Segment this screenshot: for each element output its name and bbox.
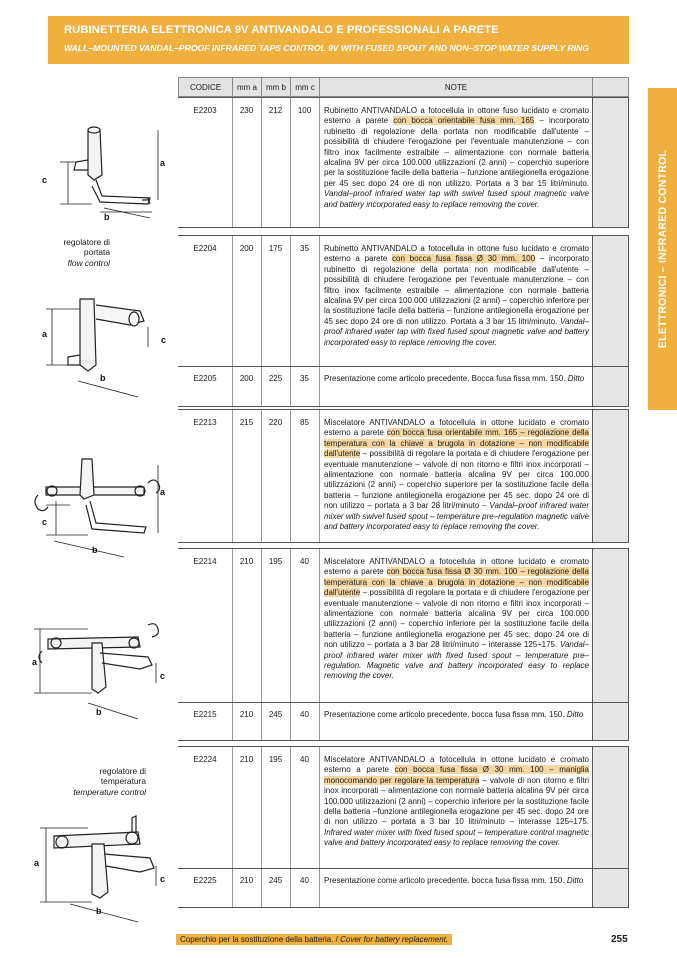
dim-label-b: b [100,373,106,383]
product-block-2 [178,235,629,407]
product-code: E2214 [193,557,217,566]
product-code: E2213 [193,418,217,427]
col-header-blank [592,77,629,97]
tap-drawing-fixed [30,285,175,400]
page-title: RUBINETTERIA ELETTRONICA 9V ANTIVANDALO E PROFESSIONALI A PARETE [64,24,499,36]
dim-a-value: 210 [239,710,254,719]
dim-label-a: a [160,158,166,168]
dim-label-c: c [161,335,167,345]
product-note: Rubinetto ANTIVANDALO a fotocellula in ottone fuso lucidato e cromato esterno a parete con bocca fusa fissa Ø 30 mm. 100 – incorporato rubinetto di regolazione della portata non modificabile dall'utente – possibilità di chiudere l'erogazione per l'eventuale manutenzione – con filtro inox facilmente estraibile – alimentazione con normale batteria alcalina 9V per circa 100.000 utilizzazioni (2 anni) – coperchio inferiore per la sostituzione facile della batteria – funzione antilegionella erogazione per 45 sec dopo 24 ore di non utilizzo. Portata a 3 bar 15 litri/minuto. Vandal–proof infrared water tap with fixed fused spout magnetic valve and battery incorporated easy to replace removing the cover. [324,244,589,347]
temperature-control-caption: regolatore di temperatura temperature control [73,766,146,797]
dim-label-a: a [32,657,38,667]
page-number: 255 [611,934,628,945]
col-header-c: mm c [290,77,320,97]
table-row [178,410,629,544]
product-code: E2204 [193,244,217,253]
table-row [178,366,629,408]
dim-b-value: 225 [268,374,283,383]
dim-c-value: 40 [300,876,309,885]
mixer-drawing-temperature [28,812,175,930]
mixer-drawing-fixed [28,613,175,731]
dim-a-value: 215 [239,418,254,427]
table-row [178,747,629,868]
product-note: Rubinetto ANTIVANDALO a fotocellula in ottone fuso lucidato e cromato esterno a parete con bocca orientabile fusa mm. 165 – incorporato rubinetto di regolazione della portata non modificabile dall'utente – possibilità di chiudere l'erogazione per l'eventuale manutenzione – con filtro inox facilmente estraibile – alimentazione con normale batteria alcalina 9V per circa 100.000 utilizzazioni (2 anni) – coperchio superiore per la sostituzione facile della batteria – funzione antilegionella erogazione per 45 sec dopo 24 ore di non utilizzo. Portata a 3 bar 15 litri/minuto. Vandal–proof infrared water tap with swivel fused spout magnetic valve and battery incorporated easy to replace removing the cover. [324,106,590,209]
dim-c-value: 35 [300,244,309,253]
product-block-1 [178,97,629,228]
dim-b-value: 245 [268,876,283,885]
dim-b-value: 175 [268,244,283,253]
dim-label-c: c [160,671,166,681]
dim-a-value: 200 [239,374,254,383]
table-row [178,549,629,702]
product-block-3 [178,409,629,543]
product-note: Presentazione come articolo precedente. Bocca fusa fissa mm. 150. Ditto [324,374,585,383]
dim-b-value: 195 [268,755,283,764]
product-block-4 [178,548,629,741]
product-note: Miscelatore ANTIVANDALO a fotocellula in ottone lucidato e cromato esterno a parete con bocca fusa fissa Ø 30 mm. 100 – regolazione della temperatura con la chiave a brugola in dotazione – non modificabile dall'utente – possibilità di regolare la portata e di chiudere l'erogazione per eventuale manutenzione – valvole di non ritorno e filtri inox incorporati – alimentazione con normale batteria alcalina 9V per circa 100.000 utilizzazioni (2 anni) – coperchio inferiore per la sostituzione facile della batteria – funzione antilegionella erogazione per 45 sec. dopo 24 ore di non utilizzo – portata a 3 bar 28 litri/minuto – interasse 125÷175. Vandal–proof infrared water mixer with fixed fused spout – temperature pre–regulation. Magnetic valve and battery incorporated easy to replace removing the cover. [324,557,589,681]
product-code: E2224 [193,755,217,764]
dim-b-value: 212 [268,106,283,115]
dim-label-b: b [92,545,98,555]
dim-label-b: b [104,212,110,222]
dim-label-c: c [42,175,48,185]
dim-c-value: 40 [300,557,309,566]
dim-label-c: c [42,517,48,527]
mixer-drawing-swivel [28,445,175,563]
table-row [178,236,629,366]
flow-control-caption: regolatore di portata flow control [63,237,110,268]
dim-c-value: 35 [300,374,309,383]
dim-c-value: 40 [300,755,309,764]
section-side-tab [648,88,677,410]
product-note: Miscelatore ANTIVANDALO a fotocellula in ottone lucidato e cromato esterno a parete con bocca fusa orientabile mm. 165 – regolazione della temperatura con la chiave a brugola in dotazione – non modificabile dall'utente – possibilità di regolare la portata e di chiudere l'erogazione per eventuale manutenzione – valvole di non ritorno e filtri inox incorporati – alimentazione con normale batteria alcalina 9V per circa 100.000 utilizzazioni (2 anni) – coperchio superiore per la sostituzione facile della batteria – funzione antilegionella erogazione per 45 sec. dopo 24 ore di non utilizzo – portata a 3 bar 28 litri/minuto – Vandal–proof infrared water mixer with swivel fused spout – temperature pre–regulation magnetic valve and battery incorporated easy to replace removing the cover. [324,418,590,532]
table-row [178,868,629,909]
dim-a-value: 200 [239,244,254,253]
dim-label-a: a [34,858,40,868]
table-row [178,98,629,229]
dim-b-value: 195 [268,557,283,566]
product-block-5 [178,746,629,908]
page-header [48,16,629,64]
product-code: E2203 [193,106,217,115]
col-header-b: mm b [261,77,291,97]
dim-c-value: 100 [297,106,312,115]
section-side-tab-label: ELETTRONICI – INFRARED CONTROL [656,149,669,349]
col-header-code: CODICE [178,77,233,97]
col-header-note: NOTE [319,77,593,97]
col-header-a: mm a [232,77,262,97]
product-code: E2205 [193,374,217,383]
dim-a-value: 230 [239,106,254,115]
dim-label-b: b [96,906,102,916]
tap-drawing-swivel [30,100,175,225]
dim-c-value: 85 [300,418,309,427]
dim-b-value: 220 [268,418,283,427]
dim-label-b: b [96,707,102,717]
dim-c-value: 40 [300,710,309,719]
page-subtitle: WALL–MOUNTED VANDAL–PROOF INFRARED TAPS CONTROL 9V WITH FUSED SPOUT AND NON–STOP WATER SUPPLY RING [64,43,589,53]
dim-label-c: c [160,874,166,884]
product-code: E2225 [193,876,217,885]
product-note: Presentazione come articolo precedente. bocca fusa fissa mm. 150. Ditto [324,710,584,719]
dim-label-a: a [160,487,166,497]
dim-label-a: a [42,329,48,339]
dim-a-value: 210 [239,755,254,764]
table-row [178,702,629,742]
product-note: Presentazione come articolo precedente. bocca fusa fissa mm. 150. Ditto [324,876,584,885]
dim-a-value: 210 [239,557,254,566]
dim-b-value: 245 [268,710,283,719]
product-note: Miscelatore ANTIVANDALO a fotocellula in ottone lucidato e cromato esterno a parete con bocca fusa fissa Ø 30 mm. 100 – maniglia monocomando per regolare la temperatura – valvole di non ritorno e filtri inox incorporati – alimentazione con normale batteria alcalina 9V per circa 100.000 utilizzazioni (2 anni) – coperchio inferiore per la sostituzione facile della batteria –funzione antilegionella erogazione per 45 sec. dopo 24 ore di non utilizzo – portata a 3 bar 10 litri/minuto – interasse 125÷175. Infrared water mixer with fixed fused spout – temperature control magnetic valve and battery incorporated easy to replace removing the cover. [324,755,589,848]
product-code: E2215 [193,710,217,719]
footer-note: Coperchio per la sostituzione della batteria. / Cover for battery replacement. [176,934,452,945]
dim-a-value: 210 [239,876,254,885]
